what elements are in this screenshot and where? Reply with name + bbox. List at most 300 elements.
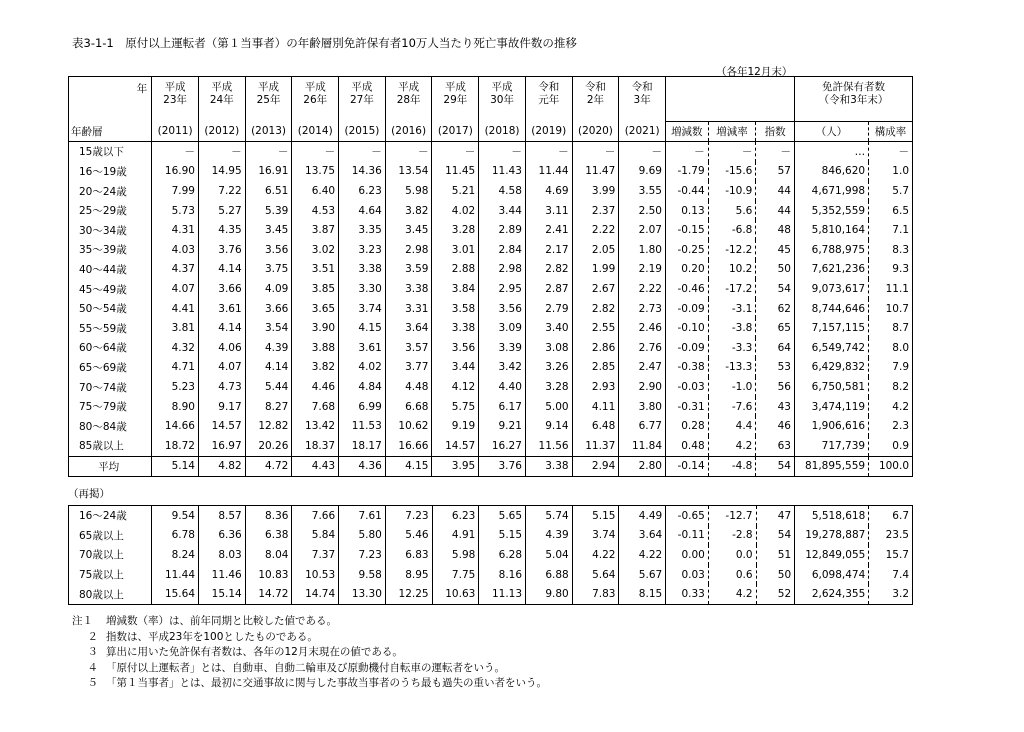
rate-cell: 3.39 xyxy=(479,338,526,358)
rate-cell: 4.15 xyxy=(385,456,432,477)
age-group-cell: 85歳以上 xyxy=(69,436,152,456)
rate-cell: 7.37 xyxy=(292,545,339,565)
rate-cell: 3.85 xyxy=(292,279,339,299)
rate-cell: 5.15 xyxy=(479,526,526,546)
rate-cell: 3.35 xyxy=(339,220,386,240)
table-row xyxy=(69,506,913,526)
rate-cell: 7.66 xyxy=(292,506,339,526)
rate-cell: 11.37 xyxy=(572,436,619,456)
rate-cell: 5.15 xyxy=(572,506,619,526)
rate-cell: － xyxy=(619,142,666,162)
rate-cell: 8.27 xyxy=(245,397,292,417)
holders-cell: 5,810,164 xyxy=(811,224,866,237)
rate-cell: 3.90 xyxy=(292,318,339,338)
rate-cell: 5.14 xyxy=(152,456,199,477)
rate-cell: 6.38 xyxy=(245,526,292,546)
holders-cell: 2,624,355 xyxy=(795,584,869,604)
change-rate-cell: 5.6 xyxy=(708,201,756,221)
rate-cell: 3.45 xyxy=(385,220,432,240)
blank-header xyxy=(666,77,795,122)
west-year: (2015) xyxy=(339,121,386,142)
table-row xyxy=(69,377,913,397)
rate-cell: 4.36 xyxy=(339,456,386,477)
change-rate-cell: － xyxy=(708,142,756,162)
rate-cell: 1.80 xyxy=(619,240,666,260)
change-rate-cell: -4.8 xyxy=(708,456,756,477)
rate-cell: 8.16 xyxy=(479,565,526,585)
rate-cell: 3.01 xyxy=(432,240,479,260)
change-rate-cell: -6.8 xyxy=(708,220,756,240)
subtotal-table xyxy=(68,505,913,605)
change-rate-cell: 10.2 xyxy=(708,260,756,280)
change-rate-cell: -3.3 xyxy=(708,338,756,358)
rate-cell: 4.14 xyxy=(245,358,292,378)
rate-cell: 11.44 xyxy=(525,162,572,182)
ratio-cell: 2.3 xyxy=(869,416,913,436)
rate-cell: 5.23 xyxy=(152,377,199,397)
rate-cell: 8.90 xyxy=(152,397,199,417)
rate-cell: 2.47 xyxy=(619,358,666,378)
rate-cell: 3.88 xyxy=(292,338,339,358)
index-cell: 63 xyxy=(756,436,795,456)
change-rate-header: 増減率 xyxy=(708,121,756,142)
rate-cell: － xyxy=(198,142,245,162)
index-cell: 53 xyxy=(756,358,795,378)
rate-cell: 3.38 xyxy=(432,318,479,338)
index-cell: 54 xyxy=(756,456,795,477)
ratio-cell: 4.2 xyxy=(869,397,913,417)
west-year: (2021) xyxy=(619,121,666,142)
rate-cell: － xyxy=(525,142,572,162)
ratio-cell: 9.3 xyxy=(869,260,913,280)
subtotal-table-body xyxy=(69,506,913,605)
holders-cell: 19,278,887 xyxy=(805,529,866,542)
holders-cell: 4,671,998 xyxy=(811,185,866,198)
rate-cell: 9.58 xyxy=(339,565,386,585)
change-cell: -0.38 xyxy=(677,361,705,374)
rate-cell: 6.28 xyxy=(479,545,526,565)
rate-cell: － xyxy=(432,142,479,162)
table-title: 表3-1-1 原付以上運転者（第１当事者）の年齢層別免許保有者10万人当たり死亡事故件数の推移 xyxy=(72,36,577,50)
rate-cell: 6.77 xyxy=(619,416,666,436)
age-group-cell: 65歳以上 xyxy=(69,526,152,546)
ratio-cell: 1.0 xyxy=(869,162,913,182)
ratio-cell: 15.7 xyxy=(869,545,913,565)
rate-cell: 3.74 xyxy=(572,526,619,546)
rate-cell: 3.30 xyxy=(339,279,386,299)
year-header: 平成 28年 xyxy=(385,77,432,122)
holders-cell: 717,739 xyxy=(821,439,866,452)
rate-cell: 3.84 xyxy=(432,279,479,299)
rate-cell: 8.04 xyxy=(245,545,292,565)
corner-cell xyxy=(69,77,152,122)
rate-cell: 3.61 xyxy=(198,299,245,319)
age-group-cell: 16～24歳 xyxy=(69,506,152,526)
ratio-cell: 10.7 xyxy=(869,299,913,319)
change-cell: 0.20 xyxy=(681,263,705,276)
rate-cell: － xyxy=(385,142,432,162)
ratio-header: 構成率 xyxy=(869,121,913,142)
rate-cell: 8.15 xyxy=(619,584,666,604)
rate-cell: 4.91 xyxy=(432,526,479,546)
rate-cell: 5.44 xyxy=(245,377,292,397)
rate-cell: 3.09 xyxy=(479,318,526,338)
table-row xyxy=(69,526,913,546)
rate-cell: 16.90 xyxy=(152,162,199,182)
age-group-cell: 80歳以上 xyxy=(69,584,152,604)
ratio-cell: 6.7 xyxy=(869,506,913,526)
rate-cell: 3.28 xyxy=(432,220,479,240)
rate-cell: 7.61 xyxy=(339,506,386,526)
rate-cell: 8.36 xyxy=(245,506,292,526)
age-group-cell: 75～79歳 xyxy=(69,397,152,417)
rate-cell: 13.42 xyxy=(292,416,339,436)
holders-cell: 6,788,975 xyxy=(811,243,866,256)
west-year: (2014) xyxy=(292,121,339,142)
age-group-label: 年齢層 xyxy=(69,121,152,142)
index-cell: 65 xyxy=(756,318,795,338)
change-rate-cell: -10.9 xyxy=(708,181,756,201)
note-item: ４ 「原付以上運転者」とは、自動車、自動二輪車及び原動機付自転車の運転者をいう。 xyxy=(87,661,505,674)
change-rate-cell: 0.6 xyxy=(708,565,756,585)
table-row xyxy=(69,201,913,221)
change-cell: -0.44 xyxy=(677,185,705,198)
change-rate-cell: -17.2 xyxy=(708,279,756,299)
rate-cell: 4.07 xyxy=(198,358,245,378)
rate-cell: 9.19 xyxy=(432,416,479,436)
rate-cell: 4.02 xyxy=(339,358,386,378)
rate-cell: 4.06 xyxy=(198,338,245,358)
rate-cell: 2.50 xyxy=(619,201,666,221)
rate-cell: 4.72 xyxy=(245,456,292,477)
change-cell: -0.46 xyxy=(677,283,705,296)
age-group-cell: 55～59歳 xyxy=(69,318,152,338)
corner-year-label: 年 xyxy=(136,83,148,95)
age-group-cell: 60～64歳 xyxy=(69,338,152,358)
rate-cell: 3.77 xyxy=(385,358,432,378)
rate-cell: 4.22 xyxy=(572,545,619,565)
rate-cell: 4.71 xyxy=(152,358,199,378)
rate-cell: 3.59 xyxy=(385,260,432,280)
rate-cell: 9.14 xyxy=(525,416,572,436)
rate-cell: 5.98 xyxy=(432,545,479,565)
change-cell: -0.14 xyxy=(666,456,709,477)
rate-cell: 3.54 xyxy=(245,318,292,338)
index-cell: 64 xyxy=(756,338,795,358)
west-year: (2017) xyxy=(432,121,479,142)
index-cell: 54 xyxy=(756,526,795,546)
rate-cell: 2.17 xyxy=(525,240,572,260)
rate-cell: 3.26 xyxy=(525,358,572,378)
rate-cell: 2.79 xyxy=(525,299,572,319)
rate-cell: 6.23 xyxy=(339,181,386,201)
rate-cell: 5.39 xyxy=(245,201,292,221)
index-cell: 54 xyxy=(756,279,795,299)
table-row xyxy=(69,436,913,456)
rate-cell: 2.46 xyxy=(619,318,666,338)
year-header: 平成 24年 xyxy=(198,77,245,122)
table-row xyxy=(69,162,913,182)
age-group-cell: 75歳以上 xyxy=(69,565,152,585)
change-cell: -0.65 xyxy=(666,506,709,526)
age-group-cell: 40～44歳 xyxy=(69,260,152,280)
age-group-cell: 35～39歳 xyxy=(69,240,152,260)
rate-cell: 3.87 xyxy=(292,220,339,240)
rate-cell: 14.95 xyxy=(198,162,245,182)
rate-cell: 2.98 xyxy=(479,260,526,280)
rate-cell: 13.54 xyxy=(385,162,432,182)
rate-cell: 3.38 xyxy=(385,279,432,299)
rate-cell: 4.12 xyxy=(432,377,479,397)
rate-cell: 15.64 xyxy=(152,584,199,604)
rate-cell: 3.61 xyxy=(339,338,386,358)
rate-cell: 5.73 xyxy=(152,201,199,221)
rate-cell: 8.57 xyxy=(199,506,246,526)
rate-cell: 4.82 xyxy=(198,456,245,477)
rate-cell: 6.78 xyxy=(152,526,199,546)
rate-cell: 16.66 xyxy=(385,436,432,456)
rate-cell: 12.25 xyxy=(385,584,432,604)
rate-cell: 9.69 xyxy=(619,162,666,182)
age-group-cell: 20～24歳 xyxy=(69,181,152,201)
rate-cell: 7.75 xyxy=(432,565,479,585)
rate-cell: 4.32 xyxy=(152,338,199,358)
holders-cell: 3,474,119 xyxy=(811,400,866,413)
rate-cell: 2.84 xyxy=(479,240,526,260)
year-header: 平成 26年 xyxy=(292,77,339,122)
rate-cell: 14.36 xyxy=(339,162,386,182)
rate-cell: 7.68 xyxy=(292,397,339,417)
change-cell: 0.03 xyxy=(681,568,705,581)
rate-cell: 2.80 xyxy=(619,456,666,477)
ratio-cell: 7.1 xyxy=(869,220,913,240)
index-cell: 46 xyxy=(756,416,795,436)
change-cell: -0.10 xyxy=(677,322,705,335)
rate-cell: 3.08 xyxy=(525,338,572,358)
rate-cell: 18.72 xyxy=(152,436,199,456)
index-cell: 44 xyxy=(756,181,795,201)
rate-cell: 2.82 xyxy=(525,260,572,280)
rate-cell: 2.95 xyxy=(479,279,526,299)
holders-cell: 6,549,742 xyxy=(811,341,866,354)
rate-cell: 6.40 xyxy=(292,181,339,201)
rate-cell: 3.66 xyxy=(245,299,292,319)
index-cell: 47 xyxy=(756,506,795,526)
change-rate-cell: -12.2 xyxy=(708,240,756,260)
ratio-cell: 0.9 xyxy=(869,436,913,456)
rate-cell: 3.99 xyxy=(572,181,619,201)
rate-cell: 18.17 xyxy=(339,436,386,456)
rate-cell: 2.22 xyxy=(619,279,666,299)
rate-cell: 10.62 xyxy=(385,416,432,436)
rate-cell: 2.82 xyxy=(572,299,619,319)
rate-cell: 3.82 xyxy=(385,201,432,221)
rate-cell: 11.53 xyxy=(339,416,386,436)
rate-cell: 6.23 xyxy=(432,506,479,526)
rate-cell: 4.48 xyxy=(385,377,432,397)
rate-cell: 3.64 xyxy=(385,318,432,338)
rate-cell: 7.23 xyxy=(339,545,386,565)
west-year: (2019) xyxy=(525,121,572,142)
holders-cell: 7,621,236 xyxy=(811,263,866,276)
rate-cell: 7.99 xyxy=(152,181,199,201)
rate-cell: 3.66 xyxy=(198,279,245,299)
rate-cell: 10.83 xyxy=(245,565,292,585)
rate-cell: 2.98 xyxy=(385,240,432,260)
rate-cell: 3.64 xyxy=(619,526,666,546)
rate-cell: 5.98 xyxy=(385,181,432,201)
rate-cell: 2.76 xyxy=(619,338,666,358)
rate-cell: － xyxy=(292,142,339,162)
rate-cell: 4.69 xyxy=(525,181,572,201)
rate-cell: 9.17 xyxy=(198,397,245,417)
note-item: ５ 「第１当事者」とは、最初に交通事故に関与した事故当事者のうち最も過失の重い者をいう。 xyxy=(87,677,547,690)
rate-cell: 4.09 xyxy=(245,279,292,299)
year-header: 平成 27年 xyxy=(339,77,386,122)
rate-cell: 3.31 xyxy=(385,299,432,319)
rate-cell: 7.22 xyxy=(198,181,245,201)
rate-cell: 2.67 xyxy=(572,279,619,299)
rate-cell: 15.14 xyxy=(199,584,246,604)
rate-cell: 11.44 xyxy=(152,565,199,585)
year-header: 令和 3年 xyxy=(619,77,666,122)
main-table xyxy=(68,76,913,477)
ratio-cell: 100.0 xyxy=(869,456,913,477)
table-row xyxy=(69,240,913,260)
rate-cell: 2.05 xyxy=(572,240,619,260)
rate-cell: 3.75 xyxy=(245,260,292,280)
change-rate-cell: 0.0 xyxy=(708,545,756,565)
rate-cell: 6.17 xyxy=(479,397,526,417)
holders-cell: 12,849,055 xyxy=(805,548,866,561)
change-cell: -0.09 xyxy=(677,302,705,315)
rate-cell: 4.49 xyxy=(619,506,666,526)
index-cell: 57 xyxy=(756,162,795,182)
rate-cell: － xyxy=(152,142,199,162)
ratio-cell: 7.4 xyxy=(869,565,913,585)
change-rate-cell: 4.4 xyxy=(708,416,756,436)
rate-cell: 4.31 xyxy=(152,220,199,240)
change-cell: 0.33 xyxy=(666,584,709,604)
year-header: 令和 元年 xyxy=(525,77,572,122)
holders-cell: 6,429,832 xyxy=(811,361,866,374)
holders-header: 免許保有者数 （令和3年末） xyxy=(794,77,912,122)
rate-cell: 13.75 xyxy=(292,162,339,182)
rate-cell: 3.38 xyxy=(339,260,386,280)
subheader-row xyxy=(69,121,913,142)
rate-cell: 6.88 xyxy=(526,565,573,585)
rate-cell: － xyxy=(479,142,526,162)
rate-cell: 3.02 xyxy=(292,240,339,260)
rate-cell: 3.44 xyxy=(479,201,526,221)
change-cell: 0.13 xyxy=(681,204,705,217)
change-rate-cell: 4.2 xyxy=(708,436,756,456)
note-item: 注１ 増減数（率）は、前年同期と比較した値である。 xyxy=(72,615,337,627)
rate-cell: 4.40 xyxy=(479,377,526,397)
ratio-cell: 7.9 xyxy=(869,358,913,378)
holders-cell: 846,620 xyxy=(821,165,866,178)
rate-cell: 14.66 xyxy=(152,416,199,436)
rate-cell: 20.26 xyxy=(245,436,292,456)
age-group-cell: 80～84歳 xyxy=(69,416,152,436)
table-row xyxy=(69,142,913,162)
rate-cell: 3.11 xyxy=(525,201,572,221)
year-header: 令和 2年 xyxy=(572,77,619,122)
holders-cell: 6,098,474 xyxy=(811,568,866,581)
age-group-cell: 70歳以上 xyxy=(69,545,152,565)
rate-cell: 6.48 xyxy=(572,416,619,436)
change-rate-cell: -15.6 xyxy=(708,162,756,182)
ratio-cell: 8.3 xyxy=(869,240,913,260)
change-cell: -0.11 xyxy=(677,529,705,542)
index-cell: 45 xyxy=(756,240,795,260)
rate-cell: 11.13 xyxy=(479,584,526,604)
table-row xyxy=(69,416,913,436)
rate-cell: 3.40 xyxy=(525,318,572,338)
rate-cell: 4.14 xyxy=(198,318,245,338)
age-group-cell: 45～49歳 xyxy=(69,279,152,299)
rate-cell: 7.23 xyxy=(385,506,432,526)
rate-cell: 5.65 xyxy=(479,506,526,526)
rate-cell: 3.57 xyxy=(385,338,432,358)
rate-cell: 4.41 xyxy=(152,299,199,319)
rate-cell: 6.51 xyxy=(245,181,292,201)
holders-cell: 7,157,115 xyxy=(811,322,866,335)
rate-cell: 3.95 xyxy=(432,456,479,477)
table-row xyxy=(69,397,913,417)
rate-cell: 4.14 xyxy=(198,260,245,280)
rate-cell: 2.94 xyxy=(572,456,619,477)
rate-cell: 11.43 xyxy=(479,162,526,182)
age-group-cell: 16～19歳 xyxy=(69,162,152,182)
rate-cell: 2.88 xyxy=(432,260,479,280)
index-cell: 48 xyxy=(756,220,795,240)
rate-cell: 11.46 xyxy=(199,565,246,585)
rate-cell: 1.99 xyxy=(572,260,619,280)
sai-label: （再掲） xyxy=(68,488,110,500)
rate-cell: 3.76 xyxy=(479,456,526,477)
holders-cell: 6,750,581 xyxy=(811,381,866,394)
note-item: ３ 算出に用いた免許保有者数は、各年の12月末現在の値である。 xyxy=(87,646,403,659)
west-year: (2012) xyxy=(198,121,245,142)
rate-cell: 3.51 xyxy=(292,260,339,280)
rate-cell: 3.56 xyxy=(479,299,526,319)
west-year: (2011) xyxy=(152,121,199,142)
change-cell: -0.15 xyxy=(677,224,705,237)
year-header: 平成 25年 xyxy=(245,77,292,122)
rate-cell: 10.63 xyxy=(432,584,479,604)
ratio-cell: 6.5 xyxy=(869,201,913,221)
rate-cell: 2.37 xyxy=(572,201,619,221)
year-header: 平成 30年 xyxy=(479,77,526,122)
index-cell: 62 xyxy=(756,299,795,319)
index-cell: 50 xyxy=(756,565,795,585)
change-rate-cell: -3.8 xyxy=(708,318,756,338)
average-row xyxy=(69,456,913,477)
rate-cell: 4.46 xyxy=(292,377,339,397)
change-cell: － xyxy=(694,146,705,159)
holders-cell: 8,744,646 xyxy=(811,302,866,315)
rate-cell: 2.19 xyxy=(619,260,666,280)
rate-cell: 3.58 xyxy=(432,299,479,319)
rate-cell: － xyxy=(572,142,619,162)
rate-cell: 5.00 xyxy=(525,397,572,417)
age-group-cell: 15歳以下 xyxy=(69,142,152,162)
rate-cell: 5.64 xyxy=(572,565,619,585)
rate-cell: 2.93 xyxy=(572,377,619,397)
change-cell: 0.28 xyxy=(681,420,705,433)
rate-cell: 13.30 xyxy=(339,584,386,604)
